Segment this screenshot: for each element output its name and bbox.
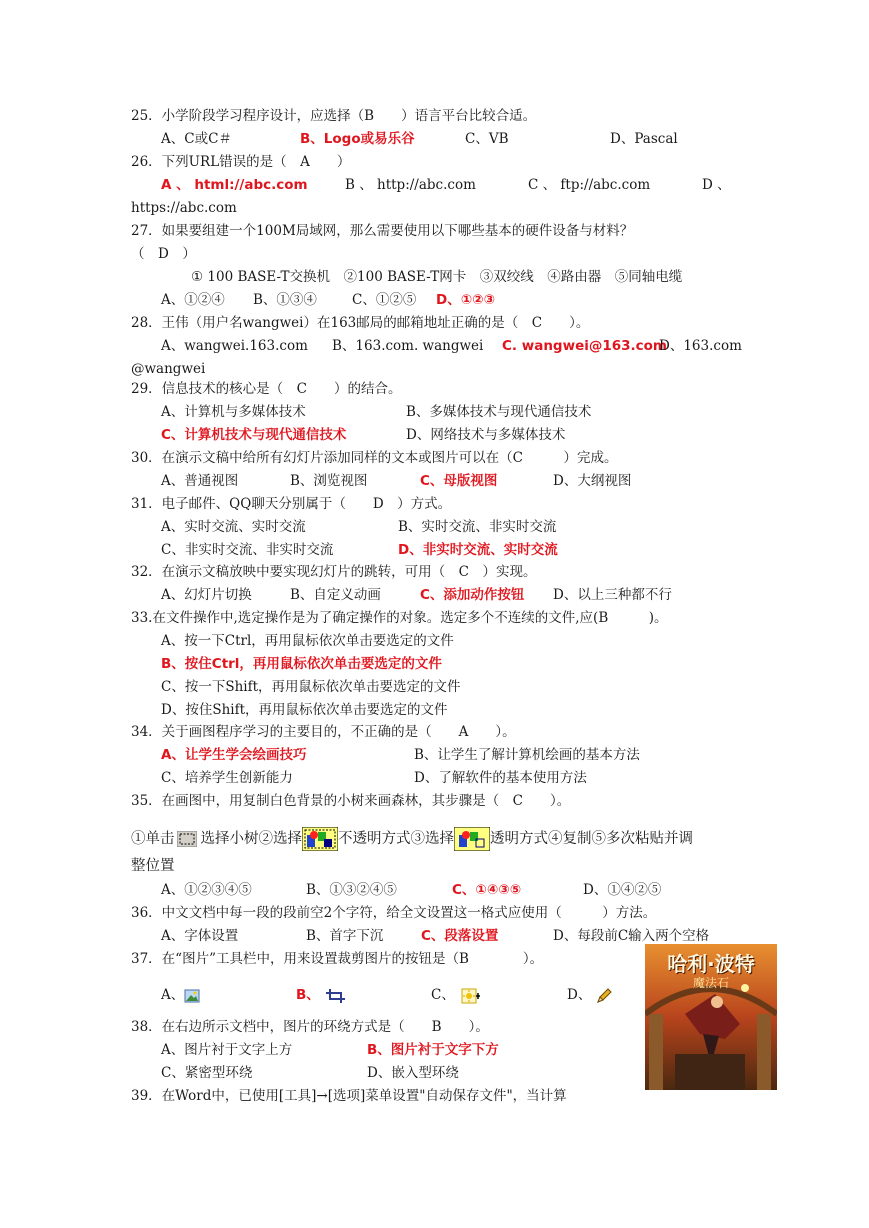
q37-option-d: [567, 986, 613, 1004]
q28-option-d-text: @wangwei: [131, 361, 206, 377]
q25-option-d: D、Pascal: [610, 131, 678, 147]
q28-option-b: B、163.com. wangwei: [332, 338, 484, 354]
brightness-icon: [461, 988, 483, 1004]
q27-stem: 27．如果要组建一个100M局域网，那么需要使用以下哪些基本的硬件设备与材料？: [131, 223, 634, 239]
q27-option-b: B、①③④: [253, 292, 317, 308]
q31-stem: 31．电子邮件、QQ聊天分别属于（ D ）方式。: [131, 496, 452, 512]
q32-stem: 32．在演示文稿放映中要实现幻灯片的跳转，可用（ C ）实现。: [131, 564, 537, 580]
q29-option-b: B、多媒体技术与现代通信技术: [406, 404, 592, 420]
q28-option-d: D、163.com: [659, 338, 742, 354]
q34-option-a-answer: A、让学生学会绘画技巧: [161, 747, 307, 763]
crop-icon: [324, 988, 346, 1004]
q26-option-a-answer: A 、 html://abc.com: [161, 177, 308, 193]
q37-option-b-label-answer: B、: [296, 987, 320, 1003]
q35-step-2: 选择小树②选择: [200, 831, 302, 847]
q29-option-a: A、计算机与多媒体技术: [161, 404, 306, 420]
q31-option-c: C、非实时交流、非实时交流: [161, 542, 334, 558]
q27-stem-answer: （ D ）: [131, 246, 196, 262]
q34-stem: 34．关于画图程序学习的主要目的，不正确的是（ A ）。: [131, 724, 516, 740]
q25-option-c: C、VB: [465, 131, 509, 147]
q35-option-a: A、①②③④⑤: [161, 882, 252, 898]
q34-option-b: B、让学生了解计算机绘画的基本方法: [414, 747, 640, 763]
q29-option-d: D、网络技术与多媒体技术: [406, 427, 566, 443]
q32-option-d: D、以上三种都不行: [553, 587, 672, 603]
q36-option-d: D、每段前C输入两个空格: [553, 928, 710, 944]
q25-option-b-answer: B、Logo或易乐谷: [300, 131, 415, 147]
q37-option-d-label: D、: [567, 987, 592, 1003]
q35-stem: 35．在画图中，用复制白色背景的小树来画森林，其步骤是（ C ）。: [131, 793, 571, 809]
q33-stem: 33.在文件操作中,选定操作是为了确定操作的对象。选定多个不连续的文件,应(B )。: [131, 610, 668, 626]
book-title: 哈利·波特: [667, 952, 755, 976]
q35-step-3: 不透明方式③选择: [338, 831, 454, 847]
q34-option-d: D、了解软件的基本使用方法: [414, 770, 587, 786]
q30-stem: 30．在演示文稿中给所有幻灯片添加同样的文本或图片可以在（C ）完成。: [131, 450, 618, 466]
q37-option-a: [161, 986, 200, 1004]
q29-option-c-answer: C、计算机技术与现代通信技术: [161, 427, 347, 443]
q32-option-c-answer: C、添加动作按钮: [420, 587, 525, 603]
q28-stem: 28．王伟（用户名wangwei）在163邮局的邮箱地址正确的是（ C ）。: [131, 315, 590, 331]
q26-stem: 26．下列URL错误的是（ A ）: [131, 154, 351, 170]
q38-stem: 38．在右边所示文档中，图片的环绕方式是（ B ）。: [131, 1019, 489, 1035]
q25-stem: 25．小学阶段学习程序设计，应选择（B ）语言平台比较合适。: [131, 108, 537, 124]
q37-stem: 37．在“图片”工具栏中，用来设置裁剪图片的按钮是（B ）。: [131, 951, 544, 967]
q35-step-4: 透明方式④复制⑤多次粘贴并调: [490, 831, 693, 847]
q33-option-b-answer: B、按住Ctrl，再用鼠标依次单击要选定的文件: [161, 656, 442, 672]
q38-option-a: A、图片衬于文字上方: [161, 1042, 293, 1058]
q31-option-a: A、实时交流、实时交流: [161, 519, 306, 535]
q36-option-c-answer: C、段落设置: [421, 928, 499, 944]
q30-option-a: A、普通视图: [161, 473, 239, 489]
q33-option-a: A、按一下Ctrl，再用鼠标依次单击要选定的文件: [161, 633, 454, 649]
q34-option-c: C、培养学生创新能力: [161, 770, 293, 786]
q26-option-b: B 、 http://abc.com: [345, 177, 476, 193]
q38-option-c: C、紧密型环绕: [161, 1065, 253, 1081]
q28-option-a: A、wangwei.163.com: [161, 338, 308, 354]
book-subtitle: 魔法石: [692, 976, 729, 990]
q27-option-c: C、①②⑤: [352, 292, 417, 308]
select-tool-icon: [177, 831, 197, 847]
q37-option-b: [296, 986, 346, 1004]
q30-option-c-answer: C、母版视图: [420, 473, 498, 489]
insert-picture-icon: [184, 988, 200, 1004]
q35-steps: [131, 827, 693, 851]
q39-stem: 39．在Word中，已使用[工具]→[选项]菜单设置"自动保存文件"，当计算: [131, 1088, 567, 1104]
q36-option-b: B、首字下沉: [306, 928, 384, 944]
q32-option-b: B、自定义动画: [290, 587, 381, 603]
q27-option-a: A、①②④: [161, 292, 225, 308]
q36-option-a: A、字体设置: [161, 928, 239, 944]
q33-option-c: C、按一下Shift，再用鼠标依次单击要选定的文件: [161, 679, 461, 695]
q35-step-5: 整位置: [131, 858, 175, 874]
q31-option-b: B、实时交流、非实时交流: [398, 519, 557, 535]
q35-option-c-answer: C、①④③⑤: [452, 882, 522, 898]
q29-stem: 29．信息技术的核心是（ C ）的结合。: [131, 381, 402, 397]
q35-step-1: ①单击: [131, 831, 175, 847]
q35-option-d: D、①④②⑤: [583, 882, 662, 898]
q37-option-a-label: A、: [161, 987, 185, 1003]
q27-items: ① 100 BASE-T交换机 ②100 BASE-T网卡 ③双绞线 ④路由器 ⑤同轴电缆: [191, 269, 683, 285]
q38-option-b-answer: B、图片衬于文字下方: [367, 1042, 499, 1058]
q27-option-d-answer: D、①②③: [436, 292, 495, 308]
q37-option-c: [431, 986, 483, 1004]
q26-option-d: D 、: [702, 177, 731, 193]
transparent-mode-icon: [454, 827, 490, 851]
q30-option-b: B、浏览视图: [290, 473, 368, 489]
opaque-mode-icon: [302, 827, 338, 851]
q35-option-b: B、①③②④⑤: [306, 882, 397, 898]
q31-option-d-answer: D、非实时交流、实时交流: [398, 542, 558, 558]
q26-option-c: C 、 ftp://abc.com: [528, 177, 651, 193]
harry-potter-cover-image: [645, 944, 777, 1090]
q30-option-d: D、大纲视图: [553, 473, 632, 489]
q38-option-d: D、嵌入型环绕: [367, 1065, 459, 1081]
q36-stem: 36．中文文档中每一段的段前空2个字符，给全文设置这一格式应使用（ ）方法。: [131, 905, 657, 921]
q28-option-c-answer: C. wangwei@163.com: [502, 338, 667, 354]
pencil-icon: [595, 988, 613, 1004]
q37-option-c-label: C、: [431, 987, 455, 1003]
q33-option-d: D、按住Shift，再用鼠标依次单击要选定的文件: [161, 702, 448, 718]
q25-option-a: A、C或C＃: [161, 131, 232, 147]
q26-option-d-text: https://abc.com: [131, 200, 237, 216]
q32-option-a: A、幻灯片切换: [161, 587, 252, 603]
